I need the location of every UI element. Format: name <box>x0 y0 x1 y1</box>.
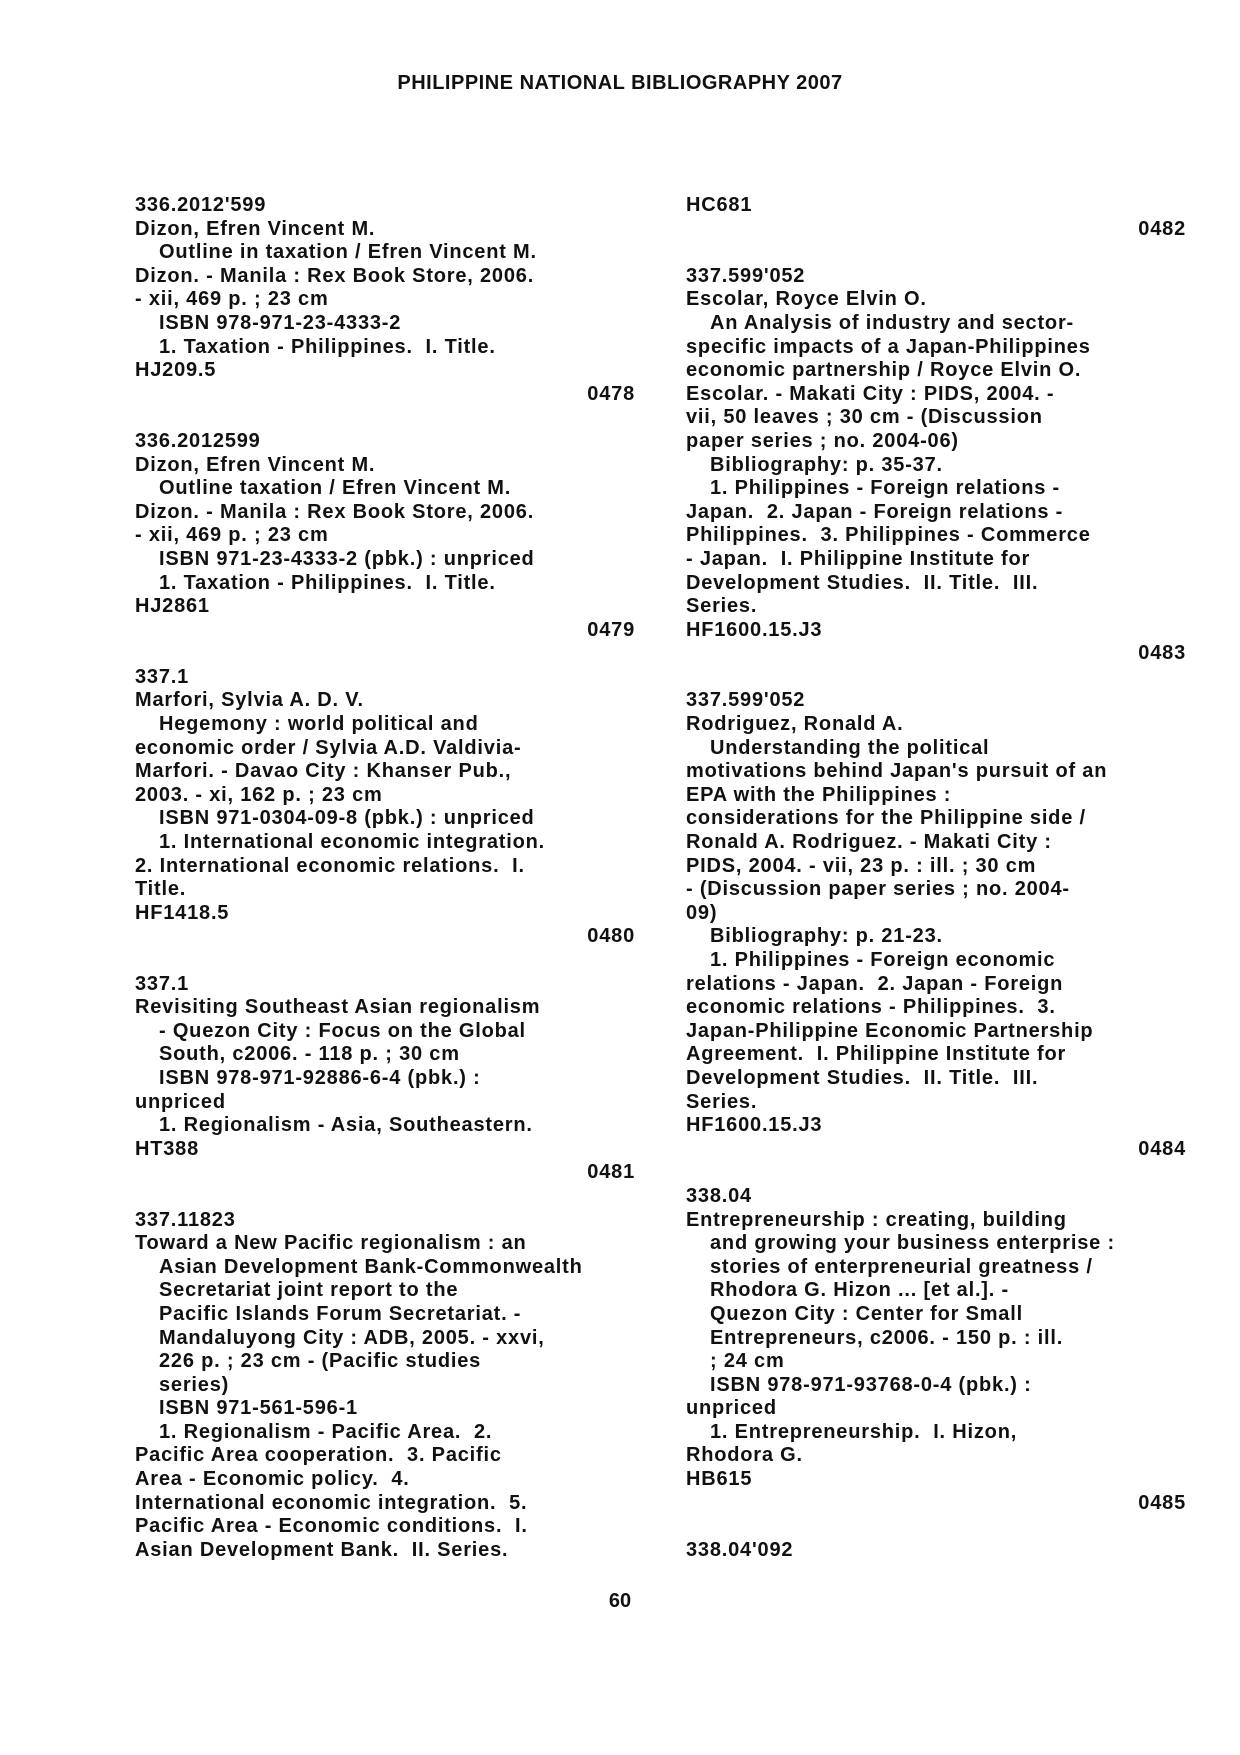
entry-line: ISBN 971-561-596-1 <box>159 1397 358 1420</box>
entry-line: HJ2861 <box>135 595 210 618</box>
entry-line: Pacific Islands Forum Secretariat. - <box>159 1302 522 1325</box>
entry-line: - xii, 469 p. ; 23 cm <box>135 288 329 311</box>
entry-spacer <box>135 949 635 973</box>
right-column <box>686 194 1186 1562</box>
entry-line: 1. Regionalism - Pacific Area. 2. <box>159 1420 493 1443</box>
entry-line: economic partnership / Royce Elvin O. <box>686 359 1082 382</box>
entry-line: Japan-Philippine Economic Partnership <box>686 1019 1094 1042</box>
entry-line: HF1600.15.J3 <box>686 618 823 641</box>
entry-number: 0482 <box>1138 217 1186 240</box>
page-number: 60 <box>608 1590 632 1612</box>
entry-line: Philippines. 3. Philippines - Commerce <box>686 524 1091 547</box>
entry-line: Series. <box>686 595 758 618</box>
entry-line: Dizon. - Manila : Rex Book Store, 2006. <box>135 500 535 523</box>
entry-line: Quezon City : Center for Small <box>710 1302 1023 1325</box>
bibliography-entry <box>135 973 635 1185</box>
entry-number: 0478 <box>587 382 635 405</box>
entry-line: Title. <box>135 878 187 901</box>
entry-line: - Quezon City : Focus on the Global <box>159 1019 526 1042</box>
entry-line: Japan. 2. Japan - Foreign relations - <box>686 500 1064 523</box>
entry-line: HB615 <box>686 1468 753 1491</box>
entry-line: ISBN 971-23-4333-2 (pbk.) : unpriced <box>159 547 535 570</box>
entry-line: HT388 <box>135 1137 200 1160</box>
entry-heading: Entrepreneurship : creating, building <box>686 1208 1067 1231</box>
entry-spacer <box>135 406 635 430</box>
entry-line: EPA with the Philippines : <box>686 783 952 806</box>
entry-line: unpriced <box>686 1397 777 1420</box>
entry-line: Understanding the political <box>710 736 990 759</box>
entry-line: Outline taxation / Efren Vincent M. <box>159 477 512 500</box>
entry-number: 0484 <box>1138 1137 1186 1160</box>
entry-line: 1. Taxation - Philippines. I. Title. <box>159 571 496 594</box>
bibliography-entry <box>686 194 1186 241</box>
entry-line: specific impacts of a Japan-Philippines <box>686 335 1091 358</box>
entry-line: and growing your business enterprise : <box>710 1232 1115 1255</box>
entry-line: 2003. - xi, 162 p. ; 23 cm <box>135 783 383 806</box>
entry-line: 09) <box>686 901 718 924</box>
entry-number: 0483 <box>1138 642 1186 665</box>
call-number: 336.2012'599 <box>135 194 267 216</box>
entry-line: Agreement. I. Philippine Institute for <box>686 1043 1067 1066</box>
entry-line: Area - Economic policy. 4. <box>135 1468 410 1491</box>
entry-line: 1. Philippines - Foreign relations - <box>710 477 1060 500</box>
entry-line: Marfori. - Davao City : Khanser Pub., <box>135 760 512 783</box>
entry-line: Secretariat joint report to the <box>159 1279 459 1302</box>
bibliography-entry <box>686 689 1186 1161</box>
bibliography-entry <box>135 430 635 642</box>
entry-line: Bibliography: p. 21-23. <box>710 925 943 948</box>
entry-line: unpriced <box>135 1090 226 1113</box>
bibliography-entry <box>686 1185 1186 1515</box>
entry-line: Ronald A. Rodriguez. - Makati City : <box>686 831 1052 854</box>
entry-spacer <box>135 1185 635 1209</box>
bibliography-entry <box>135 666 635 949</box>
call-number: 337.599'052 <box>686 264 806 287</box>
bibliography-entry <box>135 1209 635 1563</box>
entry-line: HC681 <box>686 194 753 216</box>
entry-line: ISBN 978-971-23-4333-2 <box>159 311 402 334</box>
entry-spacer <box>686 241 1186 265</box>
entry-line: 1. Entrepreneurship. I. Hizon, <box>710 1420 1018 1443</box>
call-number: 338.04 <box>686 1184 752 1207</box>
call-number: 337.1 <box>135 972 190 995</box>
call-number: 336.2012599 <box>135 429 261 452</box>
entry-spacer <box>686 1515 1186 1539</box>
entry-line: Pacific Area cooperation. 3. Pacific <box>135 1444 502 1467</box>
entry-line: Asian Development Bank-Commonwealth <box>159 1255 583 1278</box>
entry-line: Development Studies. II. Title. III. <box>686 1066 1039 1089</box>
entry-line: economic relations - Philippines. 3. <box>686 996 1056 1019</box>
entry-line: 1. Regionalism - Asia, Southeastern. <box>159 1114 533 1137</box>
bibliography-entry <box>686 1539 1186 1563</box>
entry-line: South, c2006. - 118 p. ; 30 cm <box>159 1043 460 1066</box>
entry-line: stories of enterpreneurial greatness / <box>710 1255 1093 1278</box>
entry-line: economic order / Sylvia A.D. Valdivia- <box>135 736 522 759</box>
entry-line: 1. Philippines - Foreign economic <box>710 949 1056 971</box>
entry-line: relations - Japan. 2. Japan - Foreign <box>686 972 1064 995</box>
entry-line: Rhodora G. Hizon ... [et al.]. - <box>710 1279 1009 1302</box>
page-header: PHILIPPINE NATIONAL BIBLIOGRAPHY 2007 <box>397 72 843 94</box>
entry-line: Entrepreneurs, c2006. - 150 p. : ill. <box>710 1326 1064 1349</box>
entry-line: Dizon. - Manila : Rex Book Store, 2006. <box>135 264 535 287</box>
entry-line: Pacific Area - Economic conditions. I. <box>135 1515 528 1538</box>
entry-line: An Analysis of industry and sector- <box>710 311 1074 334</box>
entry-line: vii, 50 leaves ; 30 cm - (Discussion <box>686 406 1043 429</box>
entry-heading: Marfori, Sylvia A. D. V. <box>135 689 364 712</box>
entry-line: Asian Development Bank. II. Series. <box>135 1538 509 1561</box>
entry-line: HF1600.15.J3 <box>686 1114 823 1137</box>
entry-spacer <box>686 1161 1186 1185</box>
entry-number: 0481 <box>587 1161 635 1184</box>
entry-line: Outline in taxation / Efren Vincent M. <box>159 241 537 264</box>
entry-line: HF1418.5 <box>135 901 230 924</box>
entry-line: - xii, 469 p. ; 23 cm <box>135 524 329 547</box>
entry-line: Bibliography: p. 35-37. <box>710 453 943 476</box>
entry-line: - (Discussion paper series ; no. 2004- <box>686 878 1070 901</box>
entry-heading: Rodriguez, Ronald A. <box>686 713 904 736</box>
entry-line: Mandaluyong City : ADB, 2005. - xxvi, <box>159 1326 545 1349</box>
entry-line: considerations for the Philippine side / <box>686 807 1086 830</box>
entry-line: ISBN 978-971-92886-6-4 (pbk.) : <box>159 1066 481 1089</box>
entry-spacer <box>135 642 635 666</box>
entry-line: ISBN 971-0304-09-8 (pbk.) : unpriced <box>159 807 535 830</box>
entry-heading: Toward a New Pacific regionalism : an <box>135 1232 527 1255</box>
left-column <box>135 194 635 1562</box>
entry-line: Hegemony : world political and <box>159 713 479 736</box>
entry-heading: Revisiting Southeast Asian regionalism <box>135 996 541 1019</box>
call-number: 337.11823 <box>135 1208 236 1231</box>
entry-line: 1. Taxation - Philippines. I. Title. <box>159 335 496 358</box>
entry-line: Escolar. - Makati City : PIDS, 2004. - <box>686 382 1055 405</box>
entry-line: paper series ; no. 2004-06) <box>686 429 959 452</box>
entry-heading: Dizon, Efren Vincent M. <box>135 217 376 240</box>
entry-heading: Dizon, Efren Vincent M. <box>135 453 376 476</box>
entry-line: International economic integration. 5. <box>135 1491 528 1514</box>
call-number: 338.04'092 <box>686 1538 794 1561</box>
bibliography-entry <box>686 265 1186 666</box>
entry-line: Rhodora G. <box>686 1444 803 1467</box>
call-number: 337.599'052 <box>686 689 806 712</box>
entry-number: 0480 <box>587 925 635 948</box>
entry-line: 1. International economic integration. <box>159 831 546 854</box>
entry-line: - Japan. I. Philippine Institute for <box>686 547 1031 570</box>
entry-spacer <box>686 666 1186 690</box>
bibliography-entry <box>135 194 635 406</box>
entry-number: 0485 <box>1138 1491 1186 1514</box>
entry-heading: Escolar, Royce Elvin O. <box>686 288 927 311</box>
entry-line: ; 24 cm <box>710 1350 785 1373</box>
entry-line: PIDS, 2004. - vii, 23 p. : ill. ; 30 cm <box>686 854 1037 877</box>
call-number: 337.1 <box>135 665 190 688</box>
entry-number: 0479 <box>587 618 635 641</box>
entry-line: ISBN 978-971-93768-0-4 (pbk.) : <box>710 1373 1032 1396</box>
entry-line: 226 p. ; 23 cm - (Pacific studies <box>159 1350 482 1373</box>
entry-line: motivations behind Japan's pursuit of an <box>686 760 1108 783</box>
entry-line: Series. <box>686 1090 758 1113</box>
entry-line: Development Studies. II. Title. III. <box>686 571 1039 594</box>
entry-line: HJ209.5 <box>135 359 217 382</box>
entry-line: series) <box>159 1373 230 1396</box>
entry-line: 2. International economic relations. I. <box>135 854 525 877</box>
